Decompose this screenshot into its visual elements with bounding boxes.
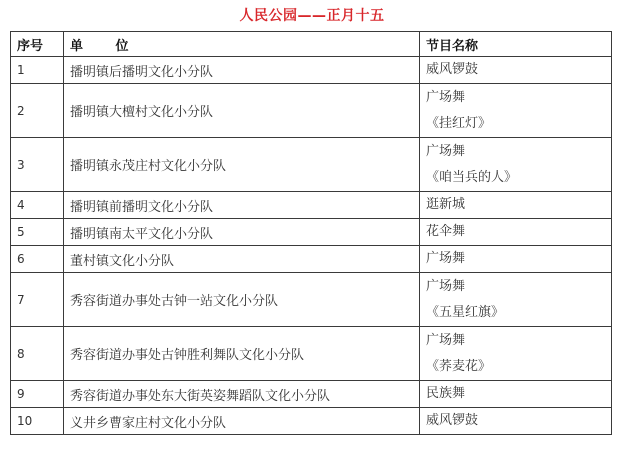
row-program	[420, 246, 612, 273]
row-program	[420, 381, 612, 408]
row-index: 4	[11, 192, 64, 219]
row-index: 5	[11, 219, 64, 246]
column-header-index: 序号	[11, 32, 64, 57]
row-index: 6	[11, 246, 64, 273]
table-row	[11, 381, 612, 408]
row-program	[420, 408, 612, 435]
row-program	[420, 57, 612, 84]
program-line: 威风锣鼓	[426, 62, 479, 77]
column-header-unit: 单 位	[64, 32, 420, 57]
row-unit: 播明镇前播明文化小分队	[64, 192, 420, 219]
table-row	[11, 84, 612, 138]
row-unit: 播明镇永茂庄村文化小分队	[64, 138, 420, 192]
row-index: 7	[11, 273, 64, 327]
row-index: 9	[11, 381, 64, 408]
row-unit: 播明镇后播明文化小分队	[64, 57, 420, 84]
program-line: 《荞麦花》	[426, 358, 492, 374]
table-row	[11, 408, 612, 435]
program-line: 民族舞	[426, 386, 466, 401]
table-row	[11, 273, 612, 327]
program-line: 广场舞	[426, 332, 466, 348]
program-line: 广场舞	[426, 278, 466, 294]
program-line: 《咱当兵的人》	[426, 169, 518, 185]
row-unit: 秀容街道办事处古钟一站文化小分队	[64, 273, 420, 327]
program-line: 《五星红旗》	[426, 304, 505, 320]
table-row	[11, 246, 612, 273]
row-program	[420, 273, 612, 327]
row-unit: 秀容街道办事处古钟胜利舞队文化小分队	[64, 327, 420, 381]
row-unit: 播明镇南太平文化小分队	[64, 219, 420, 246]
program-line: 逛新城	[426, 197, 466, 212]
row-index: 1	[11, 57, 64, 84]
program-line: 广场舞	[426, 251, 466, 266]
program-line: 《挂红灯》	[426, 115, 492, 131]
program-line: 广场舞	[426, 89, 466, 105]
row-unit: 义井乡曹家庄村文化小分队	[64, 408, 420, 435]
row-index: 10	[11, 408, 64, 435]
table-row	[11, 192, 612, 219]
program-line: 广场舞	[426, 143, 466, 159]
row-index: 3	[11, 138, 64, 192]
row-index: 8	[11, 327, 64, 381]
page-title: 人民公园——正月十五	[239, 8, 385, 24]
row-program	[420, 219, 612, 246]
row-unit: 秀容街道办事处东大街英姿舞蹈队文化小分队	[64, 381, 420, 408]
row-index: 2	[11, 84, 64, 138]
row-program	[420, 138, 612, 192]
program-line: 花伞舞	[426, 224, 466, 239]
table-row	[11, 219, 612, 246]
row-unit: 播明镇大檀村文化小分队	[64, 84, 420, 138]
row-program	[420, 327, 612, 381]
row-program	[420, 192, 612, 219]
program-line: 威风锣鼓	[426, 413, 479, 428]
row-program	[420, 84, 612, 138]
table-row	[11, 327, 612, 381]
table-row	[11, 57, 612, 84]
table-row	[11, 138, 612, 192]
column-header-program: 节目名称	[420, 32, 612, 57]
row-unit: 董村镇文化小分队	[64, 246, 420, 273]
program-table	[10, 31, 612, 435]
table-header-row	[11, 32, 612, 57]
